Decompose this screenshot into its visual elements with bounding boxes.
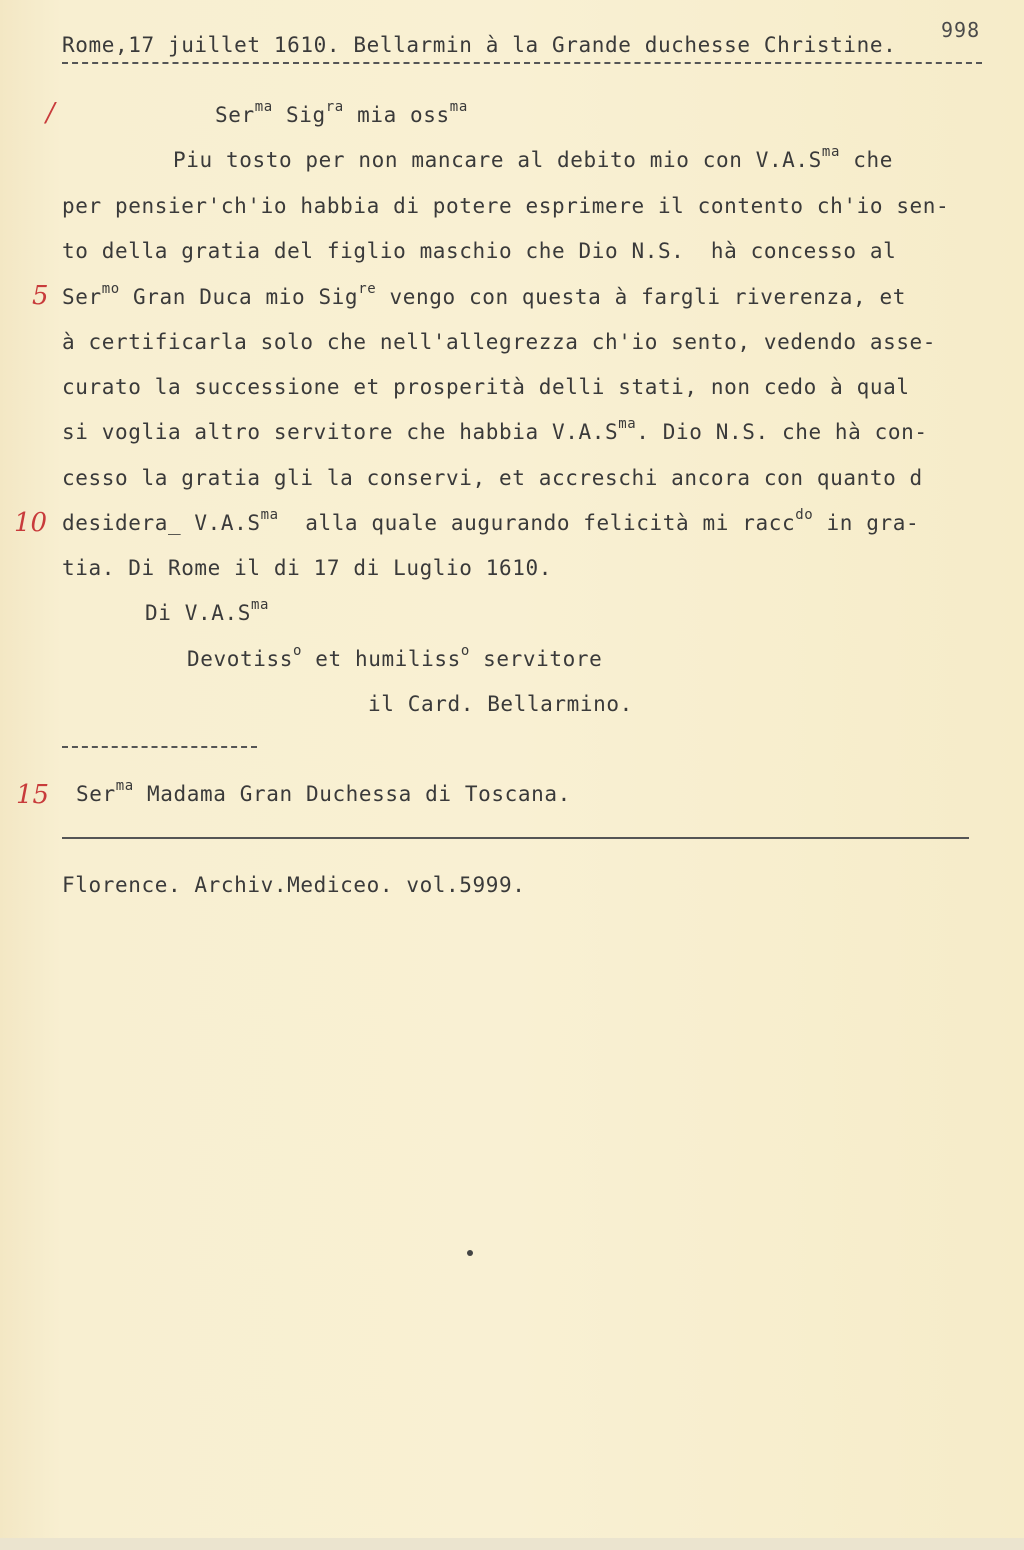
- closing-devotiss: Devotiss$^o$ et humiliss$^o$ servitore: [187, 643, 603, 671]
- signature: il Card. Bellarmino.: [368, 692, 633, 716]
- archive-reference: Florence. Archiv.Mediceo. vol.5999.: [62, 873, 526, 897]
- body-line-7: si voglia altro servitore che habbia $V.A.S^{ma}$. Dio N.S. che hà con-: [62, 416, 928, 444]
- body-line-5: à certificarla solo che nell'allegrezza ch'io sento, vedendo asse-: [62, 330, 937, 354]
- heading-dashed-rule: [62, 62, 982, 64]
- page-number: 998: [941, 18, 981, 42]
- body-line-8: cesso la gratia gli la conservi, et accreschi ancora con quanto d: [62, 466, 923, 490]
- body-line-9: desidera_ $V.A.S^{ma}$ alla quale augurando felicità mi racc$^{do}$ in gra-: [62, 507, 920, 535]
- scan-edge: [0, 1538, 1024, 1550]
- body-line-10: tia. Di Rome il di 17 di Luglio 1610.: [62, 556, 552, 580]
- address-line: Ser$^{ma}$ Madama Gran Duchessa di Toscana.: [76, 778, 571, 806]
- body-line-1: Piu tosto per non mancare al debito mio con $V.A.S^{ma}$ che: [173, 144, 893, 172]
- salutation: Ser$^{ma}$ Sig$^{ra}$ mia oss$^{ma}$: [215, 99, 468, 127]
- body-line-2: per pensier'ch'io habbia di potere esprimere il contento ch'io sen-: [62, 194, 950, 218]
- margin-mark-5: 5: [32, 281, 49, 311]
- footer-rule: [62, 837, 969, 839]
- margin-mark-1: /: [46, 98, 55, 128]
- short-dashed-rule: [62, 746, 257, 748]
- margin-mark-10: 10: [14, 508, 48, 538]
- body-line-3: to della gratia del figlio maschio che Dio N.S. hà concesso al: [62, 239, 897, 263]
- closing-di: Di $V.A.S^{ma}$: [145, 597, 270, 625]
- body-line-6: curato la successione et prosperità delli stati, non cedo à qual: [62, 375, 910, 399]
- heading: Rome,17 juillet 1610. Bellarmin à la Grande duchesse Christine.: [62, 33, 897, 57]
- margin-mark-15: 15: [16, 780, 50, 810]
- body-line-4: Ser$^{mo}$ Gran Duca mio Sig$^{re}$ vengo con questa à fargli riverenza, et: [62, 281, 906, 309]
- paper-speck: [467, 1250, 473, 1256]
